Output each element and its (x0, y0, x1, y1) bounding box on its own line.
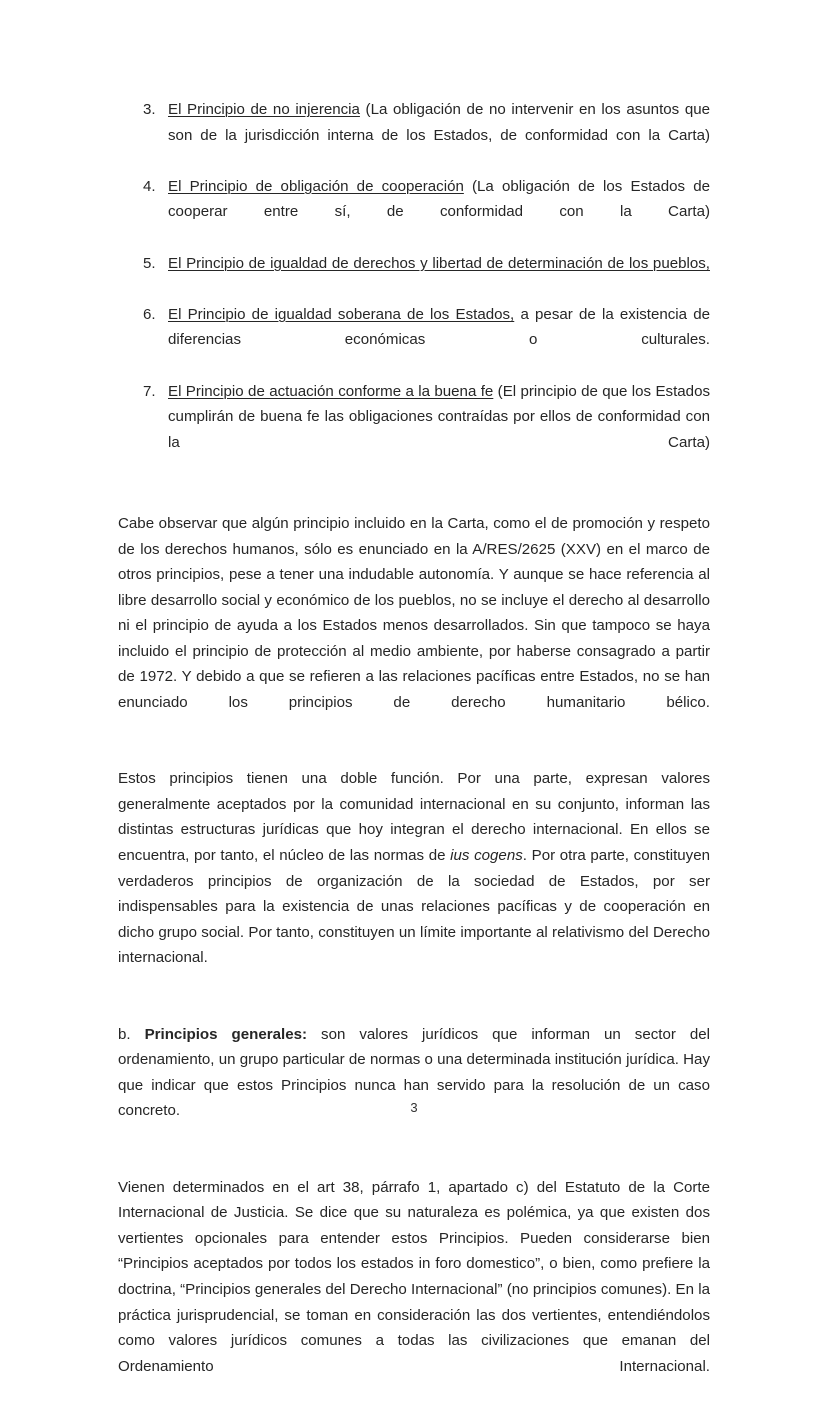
paragraph-doble-funcion (118, 766, 710, 996)
list-item-underlined-title: El Principio de igualdad de derechos y libertad de determinación de los pueblos, (168, 254, 710, 272)
list-item-text (168, 251, 710, 302)
bold-heading-principios-generales: Principios generales: (144, 1025, 308, 1043)
list-item-number: 3. (143, 101, 156, 118)
paragraph-estatuto-corte: Vienen determinados en el art 38, párrafo 1, apartado c) del Estatuto de la Corte Internacional de Justicia. Se dice que su naturaleza es polémica, ya que existen dos vertientes opcionales para entender estos Principios. Pueden considerarse bien “Principios aceptados por todos los estados in foro domestico”, o bien, como prefiere la doctrina, “Principios generales del Derecho Internacional” (no principios comunes). En la práctica jurisprudencial, se toman en consideración las dos vertientes, entendiéndolos como valores jurídicos comunes a todas las civilizaciones que emanan del Ordenamiento Internacional. (118, 1178, 710, 1375)
list-item-number: 5. (143, 254, 156, 272)
paragraph-text-part: son valores jurídicos que informan un sector del ordenamiento, un grupo particular de normas o una determinada institución jurídica. Hay que indicar que estos Principios nunca han servido para la resolución de un caso concreto. (118, 1025, 711, 1120)
spacer (118, 481, 710, 511)
list-item-number: 7. (143, 382, 156, 400)
list-item-number: 4. (143, 177, 156, 195)
list-item (118, 251, 710, 302)
list-item (118, 97, 710, 174)
paragraph-text-part: Estos principios tienen una doble función. Por una parte, expresan valores generalmente aceptados por la comunidad internacional en su conjunto, informan las distintas estructuras jurídicas que hoy integran el derecho internacional. En ellos se encuentra, por tanto, el núcleo de las normas de (118, 770, 710, 865)
document-body (118, 97, 710, 1405)
list-item (118, 302, 710, 379)
paragraph-principios-generales (118, 1022, 710, 1150)
list-item-text (168, 379, 710, 481)
spacer (118, 997, 710, 1022)
list-item-underlined-title: El Principio de actuación conforme a la buena fe (168, 382, 494, 400)
italic-term-ius-cogens: ius cogens (450, 847, 523, 865)
page-number: 3 (410, 1100, 418, 1115)
list-item (118, 379, 710, 481)
list-item-rest: (La obligación de no intervenir en los asuntos que son de la jurisdicción interna de los Estados, de conformidad con la Carta) (168, 101, 710, 144)
paragraph-label-prefix: b. (118, 1025, 145, 1043)
list-item-underlined-title: El Principio de obligación de cooperación (168, 177, 464, 195)
list-item-rest: (El principio de que los Estados cumplirán de buena fe las obligaciones contraídas por ellos de conformidad con la Carta) (168, 382, 711, 451)
list-item-text (168, 174, 710, 251)
list-item-underlined-title: El Principio de no injerencia (168, 101, 360, 118)
list-item-number: 6. (143, 305, 156, 323)
list-item-rest: (La obligación de los Estados de cooperar entre sí, de conformidad con la Carta) (168, 177, 710, 221)
list-item-text (168, 97, 710, 174)
list-item (118, 174, 710, 251)
paragraph-observacion: Cabe observar que algún principio incluido en la Carta, como el de promoción y respeto de los derechos humanos, sólo es enunciado en la A/RES/2625 (XXV) en el marco de otros principios, pese a tener una indudable autonomía. Y aunque se hace referencia al libre desarrollo social y económico de los pueblos, no se incluye el derecho al desarrollo ni el principio de ayuda a los Estados menos desarrollados. Sin que tampoco se haya incluido el principio de protección al medio ambiente, por haberse consagrado a partir de 1972. Y debido a que se refieren a las relaciones pacíficas entre Estados, no se han enunciado los principios de derecho humanitario bélico. (118, 514, 710, 712)
list-item-underlined-title: El Principio de igualdad soberana de los Estados, (168, 305, 515, 323)
paragraph-text-part: . Por otra parte, constituyen verdaderos principios de organización de la sociedad de Estados, por ser indispensables para la existencia de unas relaciones pacíficas y de cooperación en dicho grupo social. Por tanto, constituyen un límite importante al relativismo del Derecho internacional. (118, 847, 711, 967)
principles-list (118, 97, 710, 481)
list-item-rest: a pesar de la existencia de diferencias económicas o culturales. (168, 305, 711, 349)
list-item-text (168, 302, 710, 379)
spacer (118, 741, 710, 766)
